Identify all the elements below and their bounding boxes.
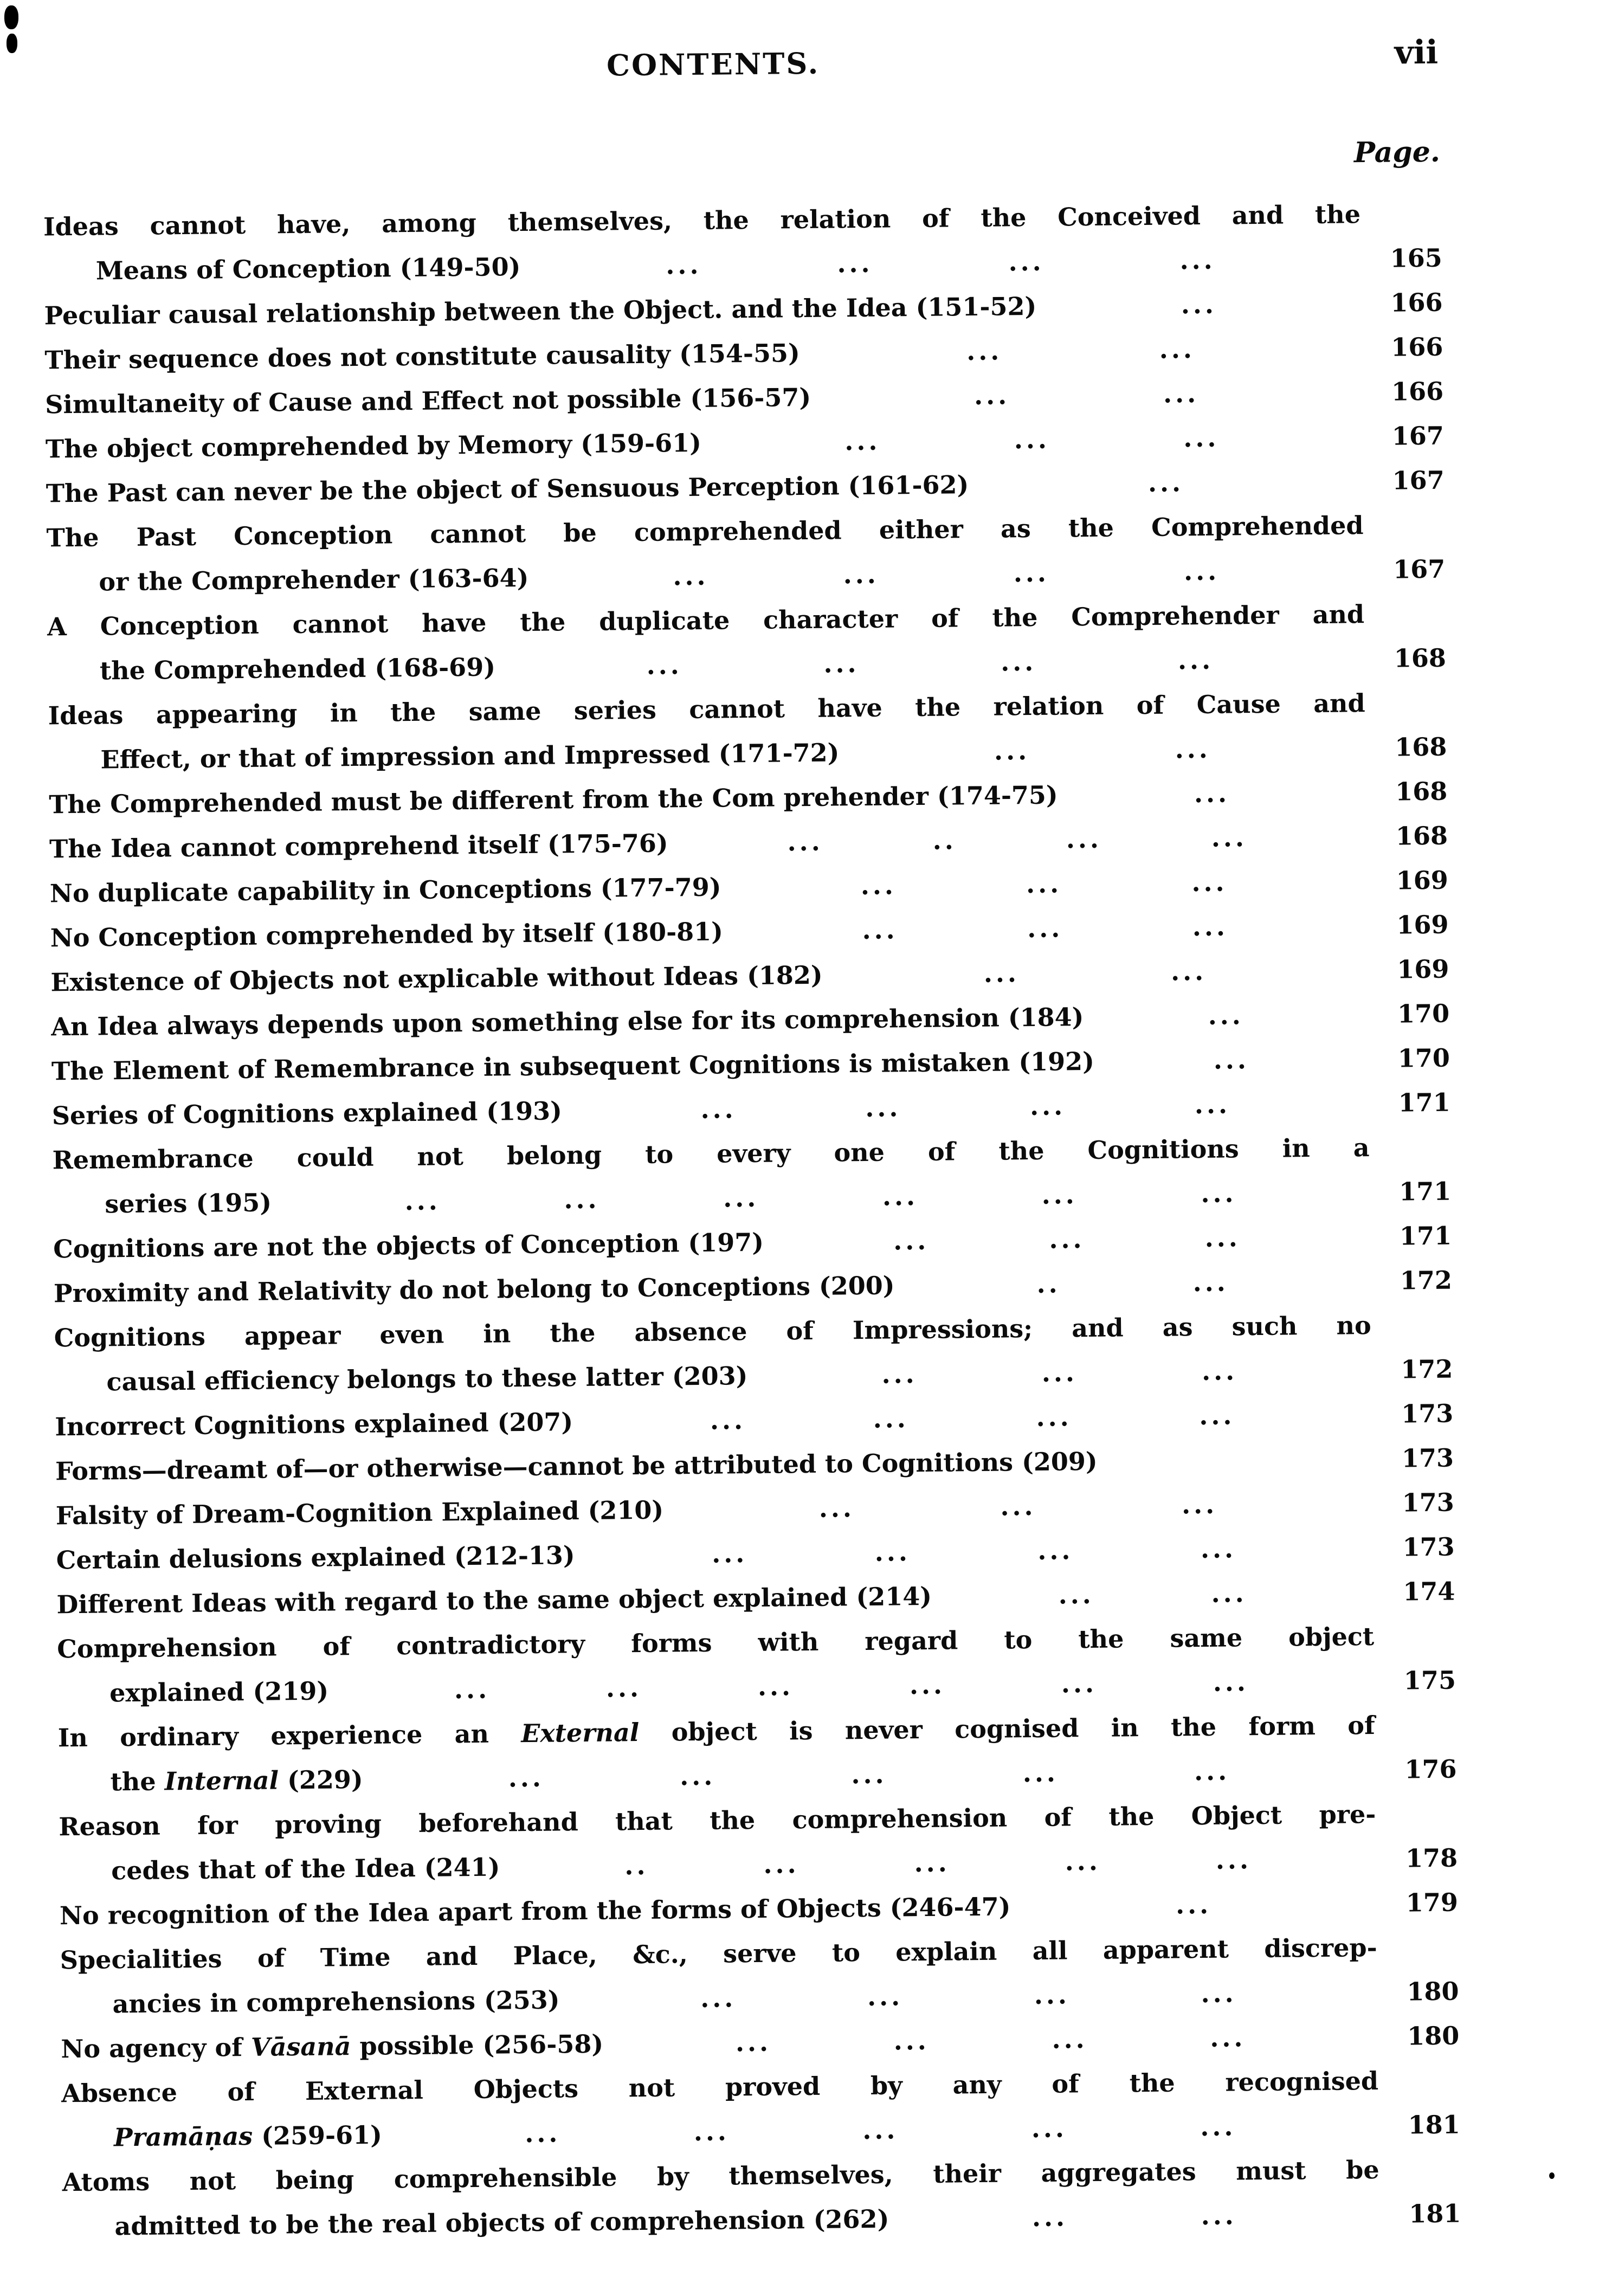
toc-entry-text xyxy=(46,421,702,472)
dot-leader xyxy=(663,1481,1373,1532)
toc-entry-segment: Existence of Objects not explicable without Ideas (182) xyxy=(50,960,823,997)
toc-entry-text xyxy=(58,1757,363,1804)
dot-leader xyxy=(1058,770,1366,817)
toc-entry-segment: (229) xyxy=(278,1764,363,1795)
toc-entry-segment: Effect, or that of impression and Impressed (171-72) xyxy=(100,738,840,775)
dot-leader-group: ... xyxy=(893,1226,930,1256)
folio-number: vii xyxy=(1394,33,1439,72)
dot-leader xyxy=(932,1570,1374,1618)
toc-entry-segment: Atoms not being comprehensible by themselves, their aggregates must be xyxy=(62,2155,1379,2197)
dot-leader-group: ... xyxy=(1208,1001,1245,1030)
toc-entry-segment: Series of Cognitions explained (193) xyxy=(51,1096,563,1131)
dot-leader-group: ... xyxy=(881,1359,918,1389)
page-number: 167 xyxy=(1391,421,1445,451)
dot-leader-group: ... xyxy=(1201,1356,1238,1386)
toc-entry-segment: Absence of External Objects not proved by any of the recognised xyxy=(61,2066,1379,2108)
dot-leader xyxy=(575,1525,1374,1577)
toc-entry-segment: No duplicate capability in Conceptions (177-79) xyxy=(49,872,721,908)
dot-leader-group: ... xyxy=(1061,1668,1098,1699)
dot-leader-group: ... xyxy=(1013,558,1050,588)
toc-entry-text xyxy=(49,865,721,915)
toc-entry-segment: No agency of xyxy=(61,2032,252,2064)
toc-entry-text xyxy=(44,331,800,382)
toc-entry-segment: Cognitions appear even in the absence of Impressions; and as such no xyxy=(54,1311,1371,1353)
dot-leader-group: ... xyxy=(508,1763,545,1793)
toc-entry-text xyxy=(54,1353,748,1404)
dot-leader-group: ... xyxy=(1170,956,1207,986)
page-number: 173 xyxy=(1402,1532,1455,1562)
dot-leader xyxy=(723,903,1368,953)
toc-entry-text xyxy=(62,2113,383,2160)
dot-leader-group: ... xyxy=(1201,1978,1237,2009)
toc-entry-text xyxy=(48,730,840,782)
dot-leader-group: ... xyxy=(564,1184,600,1215)
dot-leader xyxy=(559,1970,1378,2022)
dot-leader-group: ... xyxy=(787,827,823,857)
toc-entry-italic-term: Vāsanā xyxy=(250,2031,351,2062)
toc-entry-segment: A Conception cannot have the duplicate character of the Comprehender and xyxy=(47,599,1365,642)
toc-entry-segment: No Conception comprehended by itself (180-81) xyxy=(50,917,724,953)
dot-leader xyxy=(573,1392,1372,1444)
toc-entry-segment: the xyxy=(110,1766,165,1797)
toc-entry-text xyxy=(45,375,811,427)
page-number: 173 xyxy=(1401,1443,1454,1473)
toc-entry-segment: Incorrect Cognitions explained (207) xyxy=(55,1407,573,1442)
scan-speck xyxy=(7,34,17,53)
toc-entry-segment: Simultaneity of Cause and Effect not possible (156-57) xyxy=(44,382,811,420)
dot-leader xyxy=(1010,1881,1377,1929)
dot-leader-group: ... xyxy=(1211,1578,1247,1608)
dot-leader-group: ... xyxy=(1192,912,1229,942)
toc-entry-text xyxy=(48,644,496,693)
page-number: 168 xyxy=(1395,821,1448,851)
dot-leader-group: ... xyxy=(1199,1401,1235,1431)
toc-entry-segment: causal efficiency belongs to these latter (203) xyxy=(106,1361,748,1397)
toc-entry-italic-term: Internal xyxy=(164,1765,279,1796)
dot-leader-group: ... xyxy=(1058,1579,1095,1610)
dot-leader-group: ... xyxy=(909,1670,946,1700)
page-number: 173 xyxy=(1401,1398,1454,1429)
toc-entry-text xyxy=(43,244,520,293)
dot-leader-group: ... xyxy=(874,1537,911,1567)
toc-entry-segment: Falsity of Dream-Cognition Explained (210) xyxy=(55,1495,664,1531)
toc-entry-text xyxy=(56,1574,932,1627)
toc-entry-segment: Reason for proving beforehand that the comprehension of the Object pre- xyxy=(59,1799,1376,1842)
dot-leader-group: ... xyxy=(1200,1534,1237,1564)
page-number: 174 xyxy=(1403,1576,1455,1607)
dot-leader-group: ... xyxy=(1008,247,1044,277)
page-number: 168 xyxy=(1394,643,1447,673)
dot-leader-group: ... xyxy=(1200,2112,1236,2142)
toc-entry-italic-term: Pramāṇas xyxy=(113,2121,253,2152)
dot-leader-group: ... xyxy=(1183,423,1220,453)
toc-entry-segment: or the Comprehender (163-64) xyxy=(99,563,529,597)
dot-leader-group: ... xyxy=(1204,1223,1241,1253)
dot-leader-group: ... xyxy=(723,1183,759,1213)
dot-leader-group: ... xyxy=(666,250,702,280)
dot-leader-group: ... xyxy=(1027,913,1063,944)
dot-leader-group: ... xyxy=(673,561,709,591)
page-number: 169 xyxy=(1397,954,1449,984)
page-number: 170 xyxy=(1397,998,1450,1029)
dot-leader-group: ... xyxy=(1066,824,1102,854)
toc-entry-segment: The Element of Remembrance in subsequent Cognitions is mistaken (192) xyxy=(51,1046,1095,1086)
toc-entry-segment: admitted to be the real objects of comprehension (262) xyxy=(114,2204,889,2241)
page-number xyxy=(1374,1644,1455,1645)
toc-entry-segment: The Past Conception cannot be comprehended either as the Comprehended xyxy=(46,511,1364,553)
dot-leader-group: ... xyxy=(525,2118,561,2149)
toc-entry-text xyxy=(61,2022,604,2072)
dot-leader-group: ... xyxy=(867,1982,904,2011)
dot-leader xyxy=(839,725,1366,775)
toc-entry-segment: Their sequence does not constitute causality (154-55) xyxy=(44,338,801,375)
dot-leader-group: .. xyxy=(932,825,957,855)
toc-entry-segment: cedes that of the Idea (241) xyxy=(111,1852,500,1886)
toc-entry-text xyxy=(53,1220,764,1272)
page-number: 172 xyxy=(1401,1354,1453,1384)
toc-entry-segment: Means of Conception (149-50) xyxy=(95,251,521,286)
dot-leader xyxy=(894,1259,1371,1307)
page-number: 166 xyxy=(1391,332,1443,362)
toc-entry-segment: Specialities of Time and Place, &c., serve to explain all apparent discrep- xyxy=(60,1932,1377,1975)
page-number: 170 xyxy=(1397,1043,1450,1073)
dot-leader-group: ... xyxy=(711,1539,748,1569)
dot-leader-group: ... xyxy=(1034,1980,1071,2010)
toc-entry-text xyxy=(60,1977,560,2027)
dot-leader-group: ... xyxy=(1163,378,1200,409)
dot-leader xyxy=(668,814,1366,865)
page-number: 173 xyxy=(1402,1487,1455,1518)
dot-leader xyxy=(528,547,1364,600)
dot-leader-group: ... xyxy=(1210,2023,1246,2053)
dot-leader xyxy=(747,1347,1372,1398)
toc-entry-segment: Remembrance could not belong to every one of the Cognitions in a xyxy=(52,1133,1370,1175)
dot-leader xyxy=(500,1836,1377,1889)
dot-leader-group: ... xyxy=(1022,1758,1059,1788)
dot-leader xyxy=(562,1081,1369,1133)
dot-leader-group: ... xyxy=(1041,1180,1078,1210)
page-number xyxy=(1364,533,1445,534)
dot-leader-group: ... xyxy=(860,870,897,901)
dot-leader-group: ... xyxy=(1201,2201,1237,2231)
page-number: 180 xyxy=(1407,2021,1460,2051)
dot-leader xyxy=(889,2192,1380,2241)
toc-entry-segment: Cognitions are not the objects of Conception (197) xyxy=(53,1227,764,1264)
toc-entry-text xyxy=(47,556,529,605)
dot-leader-group: ... xyxy=(1211,823,1248,853)
page-number: 175 xyxy=(1403,1665,1456,1695)
dot-leader-group: ... xyxy=(700,1983,737,2013)
toc-entry-segment: Forms—dreamt of—or otherwise—cannot be attributed to Cognitions (209) xyxy=(55,1446,1098,1486)
dot-leader-group: ... xyxy=(1194,778,1230,809)
dot-leader-group: ... xyxy=(1014,424,1050,455)
page-number: 179 xyxy=(1405,1887,1459,1918)
dot-leader-group: ... xyxy=(893,2026,930,2056)
dot-leader-group: ... xyxy=(1175,1889,1212,1920)
page-number: 166 xyxy=(1390,287,1443,318)
dot-leader xyxy=(764,1214,1371,1265)
toc-entry-text xyxy=(50,909,723,960)
dot-leader-group: ... xyxy=(837,248,873,279)
toc-entry-text xyxy=(55,1399,573,1449)
dot-leader-group: ... xyxy=(973,380,1010,410)
toc-entry-segment: the Comprehended (168-69) xyxy=(99,652,496,686)
dot-leader-group: ... xyxy=(823,649,860,679)
toc-entry-text xyxy=(59,1844,500,1893)
dot-leader-group: ... xyxy=(983,958,1020,988)
toc-entry-segment: Peculiar causal relationship between the Object. and the Idea (151-52) xyxy=(44,291,1037,331)
dot-leader-group: ... xyxy=(1192,1267,1229,1298)
toc-entry-segment: The object comprehended by Memory (159-61) xyxy=(45,428,702,464)
dot-leader-group: .. xyxy=(1036,1269,1061,1299)
dot-leader-group: .. xyxy=(624,1850,649,1881)
dot-leader-group: ... xyxy=(1191,867,1228,898)
dot-leader-group: ... xyxy=(1029,1091,1066,1121)
page-number: 168 xyxy=(1395,732,1447,762)
page-masthead xyxy=(42,33,1441,97)
dot-leader-group: ... xyxy=(1213,1045,1250,1075)
page-number: 169 xyxy=(1396,910,1449,940)
toc-entry-segment: No recognition of the Idea apart from the forms of Objects (246-47) xyxy=(59,1892,1011,1931)
dot-leader-group: ... xyxy=(700,1094,737,1124)
dot-leader-group: ... xyxy=(862,2115,899,2145)
page-number: 171 xyxy=(1399,1221,1452,1251)
dot-leader xyxy=(822,947,1368,997)
scan-speck xyxy=(1549,2172,1555,2179)
dot-leader-group: ... xyxy=(1175,734,1211,764)
page-number: 171 xyxy=(1398,1176,1452,1207)
dot-leader xyxy=(1036,281,1362,328)
toc-entry-segment: Ideas cannot have, among themselves, the relation of the Conceived and the xyxy=(43,199,1361,242)
page-number xyxy=(1364,622,1446,623)
toc-entry-text xyxy=(51,1088,562,1138)
dot-leader xyxy=(495,636,1365,689)
toc-entry-segment: The Past can never be the object of Sensuous Perception (161-62) xyxy=(46,470,969,508)
toc-entry-segment: explained (219) xyxy=(109,1676,329,1708)
toc-entry-segment: Different Ideas with regard to the same object explained (214) xyxy=(56,1581,932,1620)
dot-leader-group: ... xyxy=(1036,1402,1072,1432)
dot-leader-group: ... xyxy=(679,1761,716,1791)
toc-entry-segment: object is never cognised in the form of xyxy=(639,1710,1375,1747)
toc-entry-segment: The Idea cannot comprehend itself (175-76) xyxy=(49,828,668,864)
dot-leader-group: ... xyxy=(844,426,881,456)
page-column-label: Page. xyxy=(1353,135,1441,170)
dot-leader-group: ... xyxy=(454,1674,491,1705)
page-number xyxy=(1361,222,1442,223)
toc-entry-segment: An Idea always depends upon something else for its comprehension (184) xyxy=(50,1002,1084,1042)
dot-leader-group: ... xyxy=(843,559,879,590)
dot-leader-group: ... xyxy=(1183,556,1220,586)
dot-leader xyxy=(969,459,1363,507)
toc-entry-segment: Proximity and Relativity do not belong to Conceptions (200) xyxy=(53,1270,895,1308)
page-number: 171 xyxy=(1398,1087,1450,1118)
page-number xyxy=(1371,1333,1453,1334)
dot-leader-group: ... xyxy=(1147,468,1184,498)
dot-leader-group: ... xyxy=(1031,2202,1068,2233)
dot-leader-group: ... xyxy=(763,1849,800,1879)
toc-entry-segment: possible (256-58) xyxy=(351,2029,604,2061)
dot-leader-group: ... xyxy=(646,650,682,680)
page-content xyxy=(41,0,1461,2249)
dot-leader xyxy=(603,2014,1378,2066)
dot-leader-group: ... xyxy=(1181,289,1217,320)
dot-leader-group: ... xyxy=(693,2117,730,2147)
toc-entry-text xyxy=(56,1533,575,1582)
toc-entry-text xyxy=(53,1180,272,1227)
dot-leader xyxy=(1094,1036,1369,1083)
page-number: 167 xyxy=(1392,554,1446,584)
dot-leader-group: ... xyxy=(914,1848,950,1878)
dot-leader-group: ... xyxy=(735,2027,772,2058)
dot-leader xyxy=(701,414,1363,465)
dot-leader xyxy=(811,370,1363,420)
dot-leader-group: ... xyxy=(1194,1089,1231,1120)
dot-leader-group: ... xyxy=(1037,1536,1074,1565)
page-number: 165 xyxy=(1390,243,1442,273)
dot-leader-group: ... xyxy=(862,915,898,945)
dot-leader-group: ... xyxy=(882,1182,919,1211)
dot-leader-group: ... xyxy=(757,1672,794,1701)
dot-leader-group: ... xyxy=(818,1493,855,1523)
dot-leader-group: ... xyxy=(994,736,1030,766)
page-number: 176 xyxy=(1404,1754,1457,1784)
dot-leader-group: ... xyxy=(1177,645,1214,675)
toc-entry-text xyxy=(56,1488,664,1538)
dot-leader-group: ... xyxy=(851,1759,887,1790)
toc-entry-text xyxy=(50,953,823,1005)
scan-speck xyxy=(4,5,18,29)
page-number xyxy=(1365,711,1447,712)
dot-leader-group: ... xyxy=(1031,2113,1068,2144)
page-number: 166 xyxy=(1391,376,1444,407)
toc-list xyxy=(43,191,1461,2249)
toc-entry-text xyxy=(49,821,668,871)
dot-leader-group: ... xyxy=(1065,1846,1101,1876)
toc-entry-segment: The Comprehended must be different from the Com prehender (174-75) xyxy=(49,780,1058,820)
dot-leader-group: ... xyxy=(1179,245,1216,275)
toc-entry-text xyxy=(54,1263,895,1315)
toc-entry-segment: (259-61) xyxy=(252,2120,383,2151)
dot-leader xyxy=(520,236,1361,289)
dot-leader xyxy=(1084,992,1369,1039)
toc-entry-segment: Certain delusions explained (212-13) xyxy=(56,1540,575,1575)
dot-leader-group: ... xyxy=(605,1673,642,1703)
dot-leader-group: ... xyxy=(1041,1358,1078,1388)
toc-entry-segment: Comprehension of contradictory forms with regard to the same object xyxy=(57,1621,1375,1664)
page-number: 181 xyxy=(1409,2198,1461,2229)
dot-leader-group: ... xyxy=(404,1186,441,1216)
dot-leader xyxy=(721,859,1367,909)
toc-entry-segment: In ordinary experience an xyxy=(57,1719,521,1753)
dot-leader-group: ... xyxy=(1215,1845,1252,1875)
toc-entry-italic-term: External xyxy=(521,1718,640,1749)
dot-leader-group: ... xyxy=(1049,1224,1085,1254)
dot-leader-group: ... xyxy=(873,1404,910,1434)
toc-entry-segment: series (195) xyxy=(105,1188,272,1219)
toc-entry-segment: Ideas appearing in the same series cannot have the relation of Cause and xyxy=(48,688,1365,731)
dot-leader-group: ... xyxy=(966,336,1003,366)
dot-leader-group: ... xyxy=(1201,1178,1237,1209)
toc-entry-text xyxy=(57,1669,329,1716)
toc-entry-segment: ancies in comprehensions (253) xyxy=(112,1985,560,2019)
page-number: 169 xyxy=(1396,865,1449,895)
dot-leader-group: ... xyxy=(1194,1756,1230,1787)
page-number xyxy=(1375,1733,1456,1734)
page-number: 178 xyxy=(1405,1843,1458,1873)
page-number: 167 xyxy=(1392,465,1445,495)
dot-leader-group: ... xyxy=(1159,334,1196,364)
dot-leader-group: ... xyxy=(1000,647,1037,677)
dot-leader-group: ... xyxy=(1213,1667,1249,1697)
dot-leader-group: ... xyxy=(710,1405,746,1435)
dot-leader-group: ... xyxy=(1181,1489,1218,1520)
page-number: 168 xyxy=(1395,776,1448,807)
dot-leader-group: ... xyxy=(1000,1491,1036,1521)
page-number: 180 xyxy=(1407,1976,1459,2007)
dot-leader-group: ... xyxy=(1052,2024,1088,2054)
dot-leader-group: ... xyxy=(865,1093,901,1123)
dot-leader-group: ... xyxy=(1026,869,1062,899)
page-number: 181 xyxy=(1408,2110,1461,2140)
page-number: 172 xyxy=(1400,1265,1453,1295)
dot-leader xyxy=(800,325,1362,375)
dot-leader xyxy=(1098,1467,1372,1470)
page-number xyxy=(1376,1822,1457,1823)
page-title: CONTENTS. xyxy=(606,46,820,83)
toc-entry-text xyxy=(62,2197,889,2249)
